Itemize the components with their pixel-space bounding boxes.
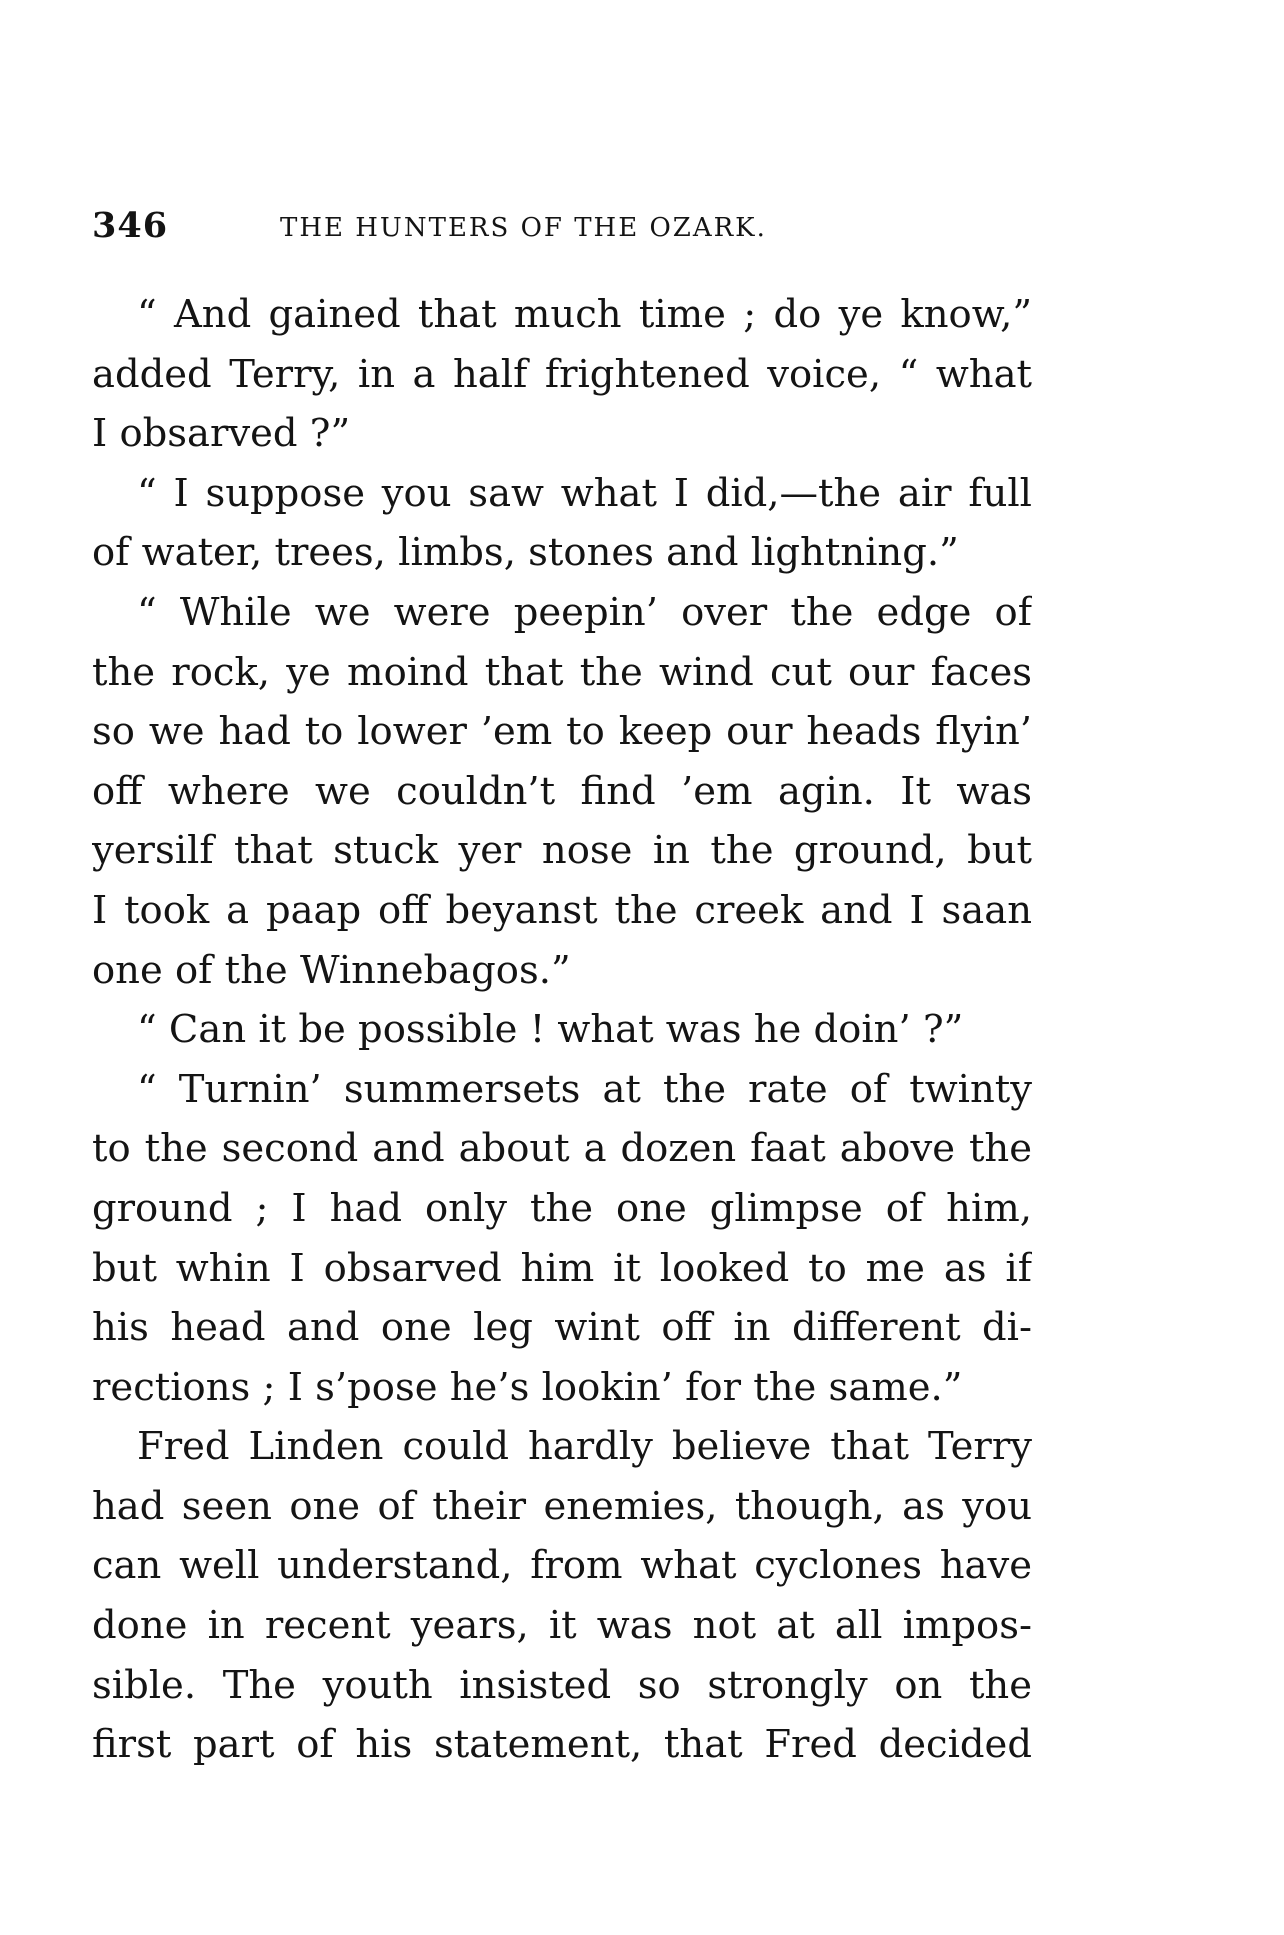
text-line: but whin I obsarved him it looked to me as if — [92, 1245, 1032, 1291]
page-number: 346 — [92, 205, 169, 246]
text-line: yersilf that stuck yer nose in the ground, but — [92, 828, 1032, 874]
text-line: “ I suppose you saw what I did,—the air full — [137, 470, 1032, 516]
text-line: of water, trees, limbs, stones and lightning.” — [92, 530, 959, 576]
text-line: I took a paap off beyanst the creek and I saan — [92, 887, 1032, 933]
text-line: the rock, ye moind that the wind cut our faces — [92, 649, 1032, 695]
text-line: can well understand, from what cyclones have — [92, 1543, 1032, 1589]
text-line: I obsarved ?” — [92, 411, 351, 457]
text-line: his head and one leg wint off in different di- — [92, 1305, 1032, 1351]
text-line: done in recent years, it was not at all impos- — [92, 1603, 1032, 1649]
text-line: first part of his statement, that Fred decided — [92, 1722, 1032, 1768]
text-line: ground ; I had only the one glimpse of him, — [92, 1185, 1032, 1231]
text-line: rections ; I s’pose he’s lookin’ for the same.” — [92, 1364, 963, 1410]
text-line: “ Can it be possible ! what was he doin’ ?” — [137, 1007, 964, 1053]
text-line: sible. The youth insisted so strongly on the — [92, 1662, 1032, 1708]
body-text — [92, 285, 1032, 1775]
running-head — [92, 205, 1032, 257]
text-line: so we had to lower ’em to keep our heads flyin’ — [92, 709, 1032, 755]
running-title: THE HUNTERS OF THE OZARK. — [280, 213, 767, 243]
text-line: to the second and about a dozen faat above the — [92, 1126, 1032, 1172]
text-line: Fred Linden could hardly believe that Terry — [137, 1424, 1032, 1470]
text-line: added Terry, in a half frightened voice, “ what — [92, 351, 1032, 397]
text-line: one of the Winnebagos.” — [92, 947, 571, 993]
text-line: “ While we were peepin’ over the edge of — [137, 589, 1032, 635]
text-line: “ And gained that much time ; do ye know,” — [137, 292, 1032, 337]
text-line: “ Turnin’ summersets at the rate of twinty — [137, 1066, 1032, 1112]
text-line: off where we couldn’t find ’em agin. It was — [92, 768, 1032, 814]
text-line: had seen one of their enemies, though, as you — [92, 1483, 1032, 1529]
